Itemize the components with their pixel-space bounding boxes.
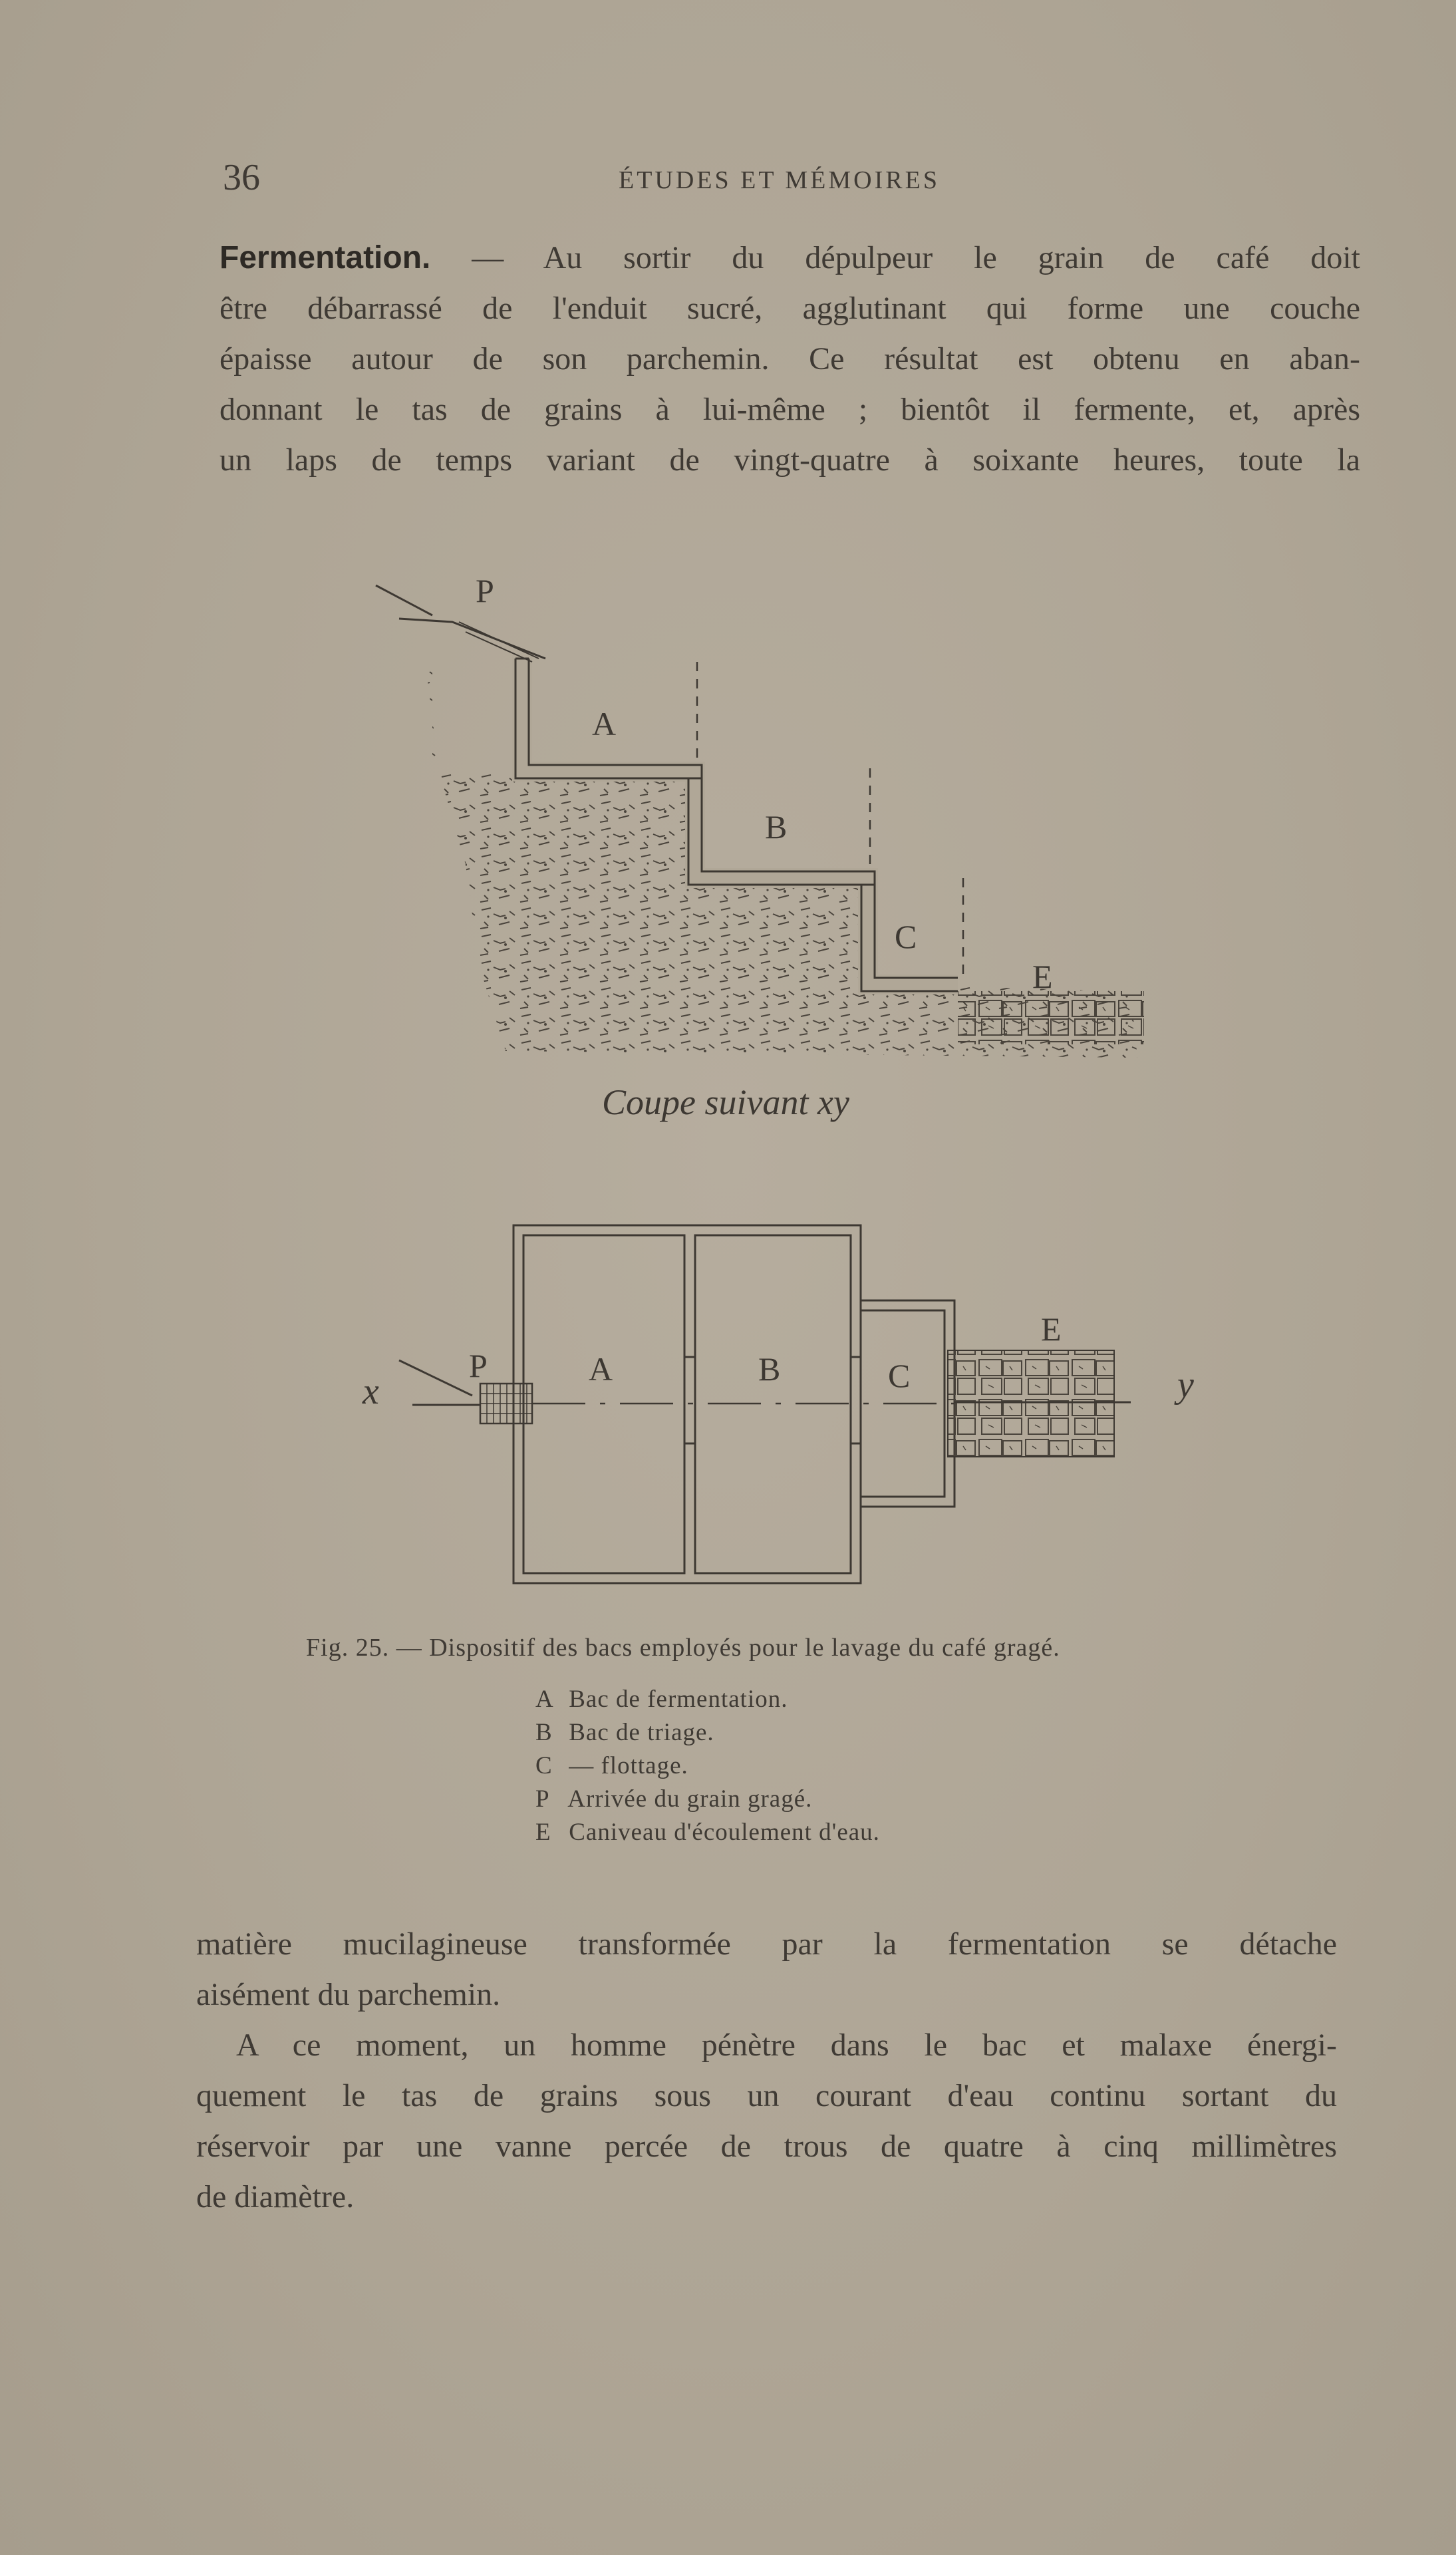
figure-25-diagram bbox=[0, 559, 1456, 1596]
text-line: de diamètre. bbox=[196, 2179, 355, 2214]
figure-caption: Fig. 25. — Dispositif des bacs employés pour le lavage du café gragé. bbox=[306, 1634, 1060, 1662]
legend-key: A bbox=[535, 1686, 554, 1713]
section-label-p: P bbox=[476, 572, 494, 609]
text-line bbox=[219, 233, 1360, 283]
legend-item bbox=[535, 1683, 880, 1716]
text-line: donnant le tas de grains à lui-même ; bientôt il fermente, et, après bbox=[219, 392, 1360, 427]
running-title: ÉTUDES ET MÉMOIRES bbox=[619, 166, 940, 194]
drain-stones bbox=[958, 991, 1144, 1044]
plan-label-p: P bbox=[469, 1347, 488, 1384]
plan-p-chute bbox=[399, 1360, 480, 1405]
axis-label-x: x bbox=[363, 1371, 379, 1412]
figure-legend bbox=[535, 1683, 880, 1849]
legend-item bbox=[535, 1749, 880, 1783]
legend-item bbox=[535, 1783, 880, 1816]
legend-key: E bbox=[535, 1819, 551, 1846]
section-heading: Fermentation. bbox=[219, 240, 431, 275]
legend-key: B bbox=[535, 1719, 553, 1746]
cross-section-diagram bbox=[376, 572, 1144, 1122]
section-label-b: B bbox=[765, 808, 788, 845]
text-line: aisément du parchemin. bbox=[196, 1977, 501, 2012]
plan-drain-stones bbox=[948, 1350, 1114, 1457]
legend-item bbox=[535, 1716, 880, 1749]
plan-label-e: E bbox=[1041, 1310, 1062, 1348]
text-line: réservoir par une vanne percée de trous de quatre à cinq millimètres bbox=[196, 2129, 1337, 2164]
legend-text: Bac de triage. bbox=[569, 1719, 714, 1746]
plan-label-a: A bbox=[589, 1350, 613, 1388]
plan-label-c: C bbox=[888, 1357, 911, 1394]
plan-diagram bbox=[362, 1225, 1194, 1583]
page-header bbox=[0, 156, 1456, 210]
legend-text: Bac de fermentation. bbox=[569, 1686, 788, 1713]
section-label-c: C bbox=[895, 918, 917, 955]
legend-text: Caniveau d'écoulement d'eau. bbox=[569, 1819, 880, 1846]
text-line: matière mucilagineuse transformée par la fermentation se détache bbox=[196, 1926, 1337, 1962]
text-line: quement le tas de grains sous un courant d'eau continu sortant du bbox=[196, 2078, 1337, 2113]
text-line: être débarrassé de l'enduit sucré, agglutinant qui forme une couche bbox=[219, 291, 1360, 326]
plan-label-b: B bbox=[758, 1350, 781, 1388]
text-line: épaisse autour de son parchemin. Ce résultat est obtenu en aban- bbox=[219, 341, 1360, 376]
text-line: A ce moment, un homme pénètre dans le bac et malaxe énergi- bbox=[236, 2028, 1337, 2063]
text-line-rest: — Au sortir du dépulpeur le grain de café doit bbox=[472, 240, 1360, 275]
legend-text: Arrivée du grain gragé. bbox=[567, 1785, 813, 1813]
section-caption: Coupe suivant xy bbox=[602, 1082, 849, 1122]
paragraph-mucilage bbox=[196, 1919, 1337, 2020]
section-label-e: E bbox=[1032, 958, 1053, 995]
p-inlet-chute bbox=[376, 585, 545, 659]
legend-item bbox=[535, 1816, 880, 1849]
text-line: un laps de temps variant de vingt-quatre à soixante heures, toute la bbox=[219, 442, 1360, 478]
section-label-a: A bbox=[592, 705, 617, 742]
paragraph-malaxage bbox=[196, 2020, 1337, 2222]
paragraph-fermentation bbox=[219, 233, 1360, 486]
page-number: 36 bbox=[223, 157, 260, 198]
legend-key: P bbox=[535, 1785, 550, 1813]
axis-label-y: y bbox=[1177, 1364, 1194, 1406]
legend-text: — flottage. bbox=[569, 1752, 688, 1779]
legend-key: C bbox=[535, 1752, 553, 1779]
